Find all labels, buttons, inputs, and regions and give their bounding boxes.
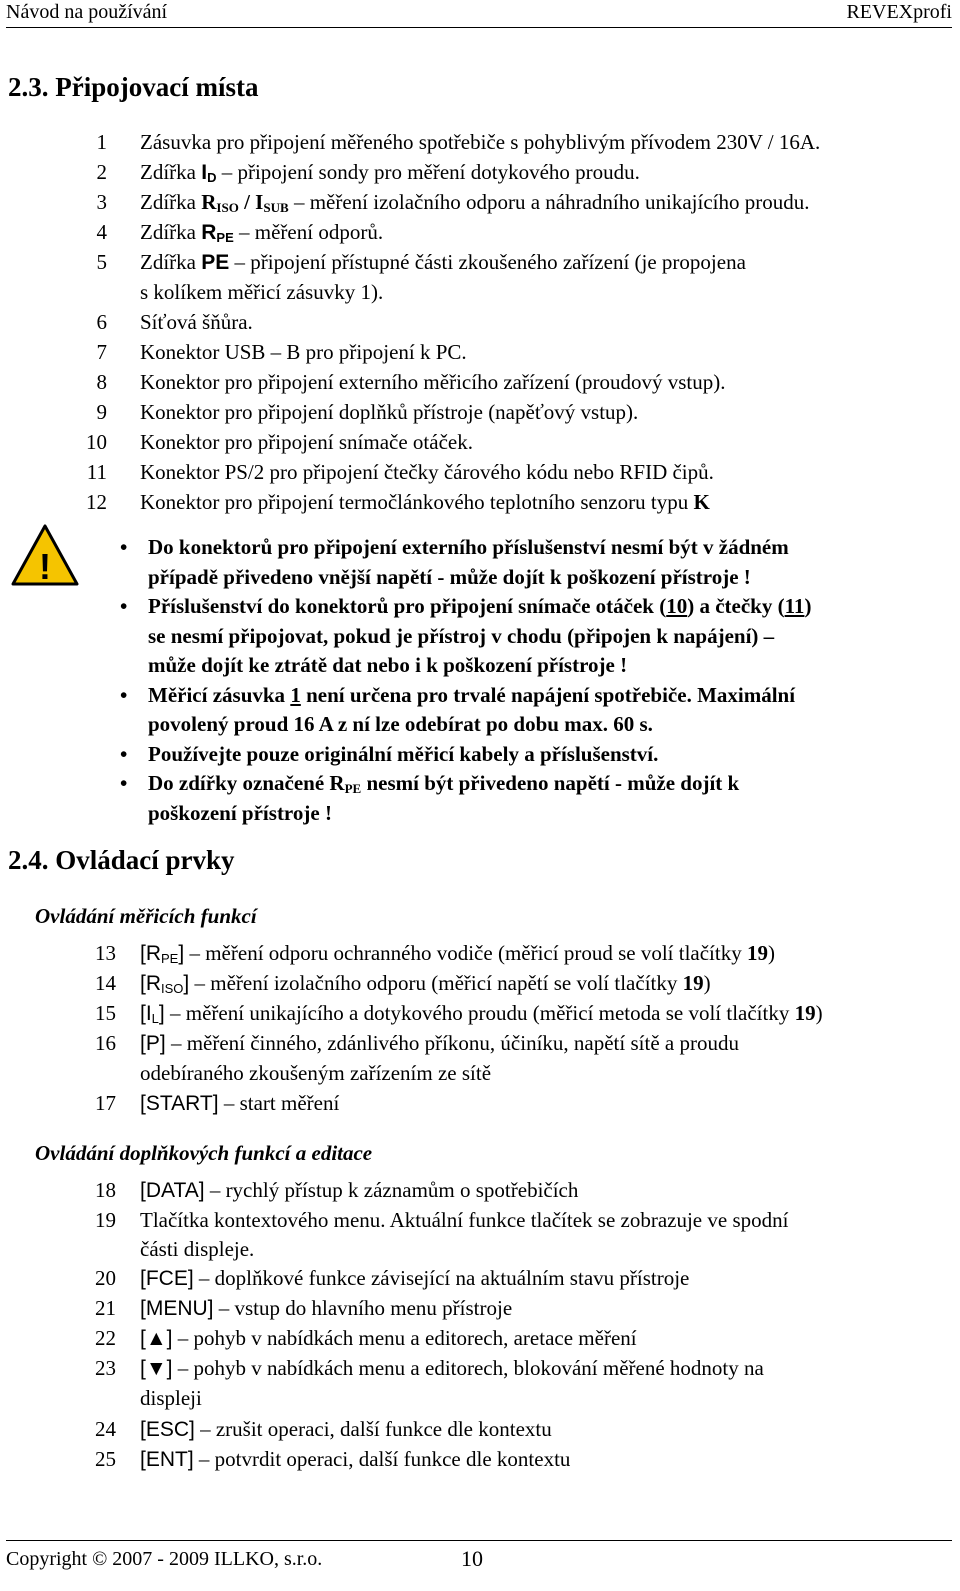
item-number: 2 [96, 160, 107, 184]
subheading-measure-functions: Ovládání měřicích funkcí [35, 904, 257, 928]
key-label: [ENT] [140, 1448, 194, 1471]
list-item [0, 1414, 955, 1444]
header-product: REVEXprofi [846, 1, 952, 23]
list-item [0, 277, 955, 307]
list-item [0, 968, 955, 998]
list-item [0, 998, 955, 1028]
warning-text: případě přivedeno vnější napětí - může dojít k poškození přístroje ! [148, 564, 751, 589]
item-text: odebíraného zkoušeným zařízením ze sítě [140, 1061, 492, 1085]
item-number: 9 [96, 400, 107, 424]
item-number: 3 [96, 190, 107, 214]
item-number: 20 [95, 1266, 116, 1290]
key-label: $[R_{ISO}]$ [140, 972, 190, 996]
bullet: • [120, 771, 128, 795]
list-item [0, 187, 955, 217]
ref-1: 1 [290, 682, 301, 707]
socket-label: $I_D$ [201, 161, 217, 185]
item-number: 18 [95, 1178, 116, 1202]
list-item [0, 1323, 955, 1353]
item-number: 7 [96, 340, 107, 364]
item-text: Síťová šňůra. [140, 310, 253, 334]
bullet: • [120, 682, 128, 707]
item-number: 22 [95, 1326, 116, 1350]
list-item [0, 1353, 955, 1383]
warning-text: Do konektorů pro připojení externího příslušenství nesmí být v žádném [148, 535, 789, 559]
item-text: [▼] – pohyb v nabídkách menu a editorech, blokování měřené hodnoty na [140, 1356, 764, 1380]
item-number: 23 [95, 1356, 116, 1380]
list-item [0, 217, 955, 247]
item-text: s kolíkem měřicí zásuvky 1). [140, 280, 384, 304]
item-number: 17 [95, 1091, 116, 1115]
list-item [0, 1383, 955, 1413]
list-item [0, 127, 955, 157]
item-number: 16 [95, 1031, 116, 1055]
item-number: 25 [95, 1447, 116, 1471]
list-item [0, 1444, 955, 1474]
warning-text: Používejte pouze originální měřicí kabely a příslušenství. [148, 741, 659, 766]
warning-symbol: ! [39, 546, 51, 587]
list-item [0, 307, 955, 337]
item-number: 11 [86, 460, 107, 484]
bullet: • [120, 741, 128, 766]
item-number: 14 [95, 971, 116, 995]
list-item [0, 1175, 955, 1205]
footer-rule [6, 1540, 952, 1541]
list-item [0, 1058, 955, 1088]
item-text: Konektor pro připojení termočlánkového teplotního senzoru typu K [140, 490, 710, 514]
item-text: [MENU] – vstup do hlavního menu přístroje [140, 1296, 513, 1320]
list-item [0, 247, 955, 277]
key-label: [▼] [140, 1357, 173, 1380]
item-text: [▲] – pohyb v nabídkách menu a editorech, aretace měření [140, 1326, 637, 1350]
header-title: Návod na používání [6, 1, 168, 23]
header-rule [6, 27, 952, 28]
item-text: [FCE] – doplňkové funkce závisející na aktuálním stavu přístroje [140, 1266, 690, 1290]
item-text: [P] – měření činného, zdánlivého příkonu, účiníku, napětí sítě a proudu [140, 1031, 739, 1055]
warning-text: Do zdířky označené $R_{PE}$ nesmí být přivedeno napětí - může dojít k [148, 771, 740, 796]
item-text: části displeje. [140, 1237, 255, 1261]
item-text: Konektor pro připojení externího měřicího zařízení (proudový vstup). [140, 370, 726, 394]
list-item [0, 1263, 955, 1293]
warning-text: Měřicí zásuvka 1 není určena pro trvalé napájení spotřebiče. Maximální [148, 682, 796, 707]
item-text: $[R_{ISO}]$ – měření izolačního odporu (měřicí napětí se volí tlačítky 19) [140, 971, 711, 996]
list-item [0, 1293, 955, 1323]
item-number: 10 [86, 430, 107, 454]
socket-label: PE [201, 251, 230, 274]
item-text: Zdířka $I_D$ – připojení sondy pro měření dotykového proudu. [140, 160, 640, 185]
warning-text: poškození přístroje ! [148, 800, 332, 825]
bullet: • [120, 535, 128, 559]
section-heading-connection-points: 2.3. Připojovací místa [8, 72, 259, 102]
list-item [0, 367, 955, 397]
item-text: Zásuvka pro připojení měřeného spotřebiče s pohyblivým přívodem 230V / 16A. [140, 130, 821, 154]
key-label: [▲] [140, 1327, 173, 1350]
ref-10: 10 [666, 594, 688, 618]
item-number: 6 [96, 310, 107, 334]
footer-copyright: Copyright © 2007 - 2009 ILLKO, s.r.o. [6, 1548, 323, 1570]
item-text: Konektor pro připojení snímače otáček. [140, 430, 473, 454]
list-item [0, 157, 955, 187]
list-item [0, 1088, 955, 1118]
item-number: 21 [95, 1296, 116, 1320]
socket-label: $R_{PE}$ [201, 221, 234, 245]
key-label: $[I_L]$ [140, 1002, 165, 1026]
section-heading-controls: 2.4. Ovládací prvky [8, 845, 235, 875]
list-item [0, 397, 955, 427]
warning-text: povolený proud 16 A z ní lze odebírat po dobu max. 60 s. [148, 712, 653, 736]
item-number: 19 [95, 1208, 116, 1232]
item-number: 1 [96, 130, 107, 154]
key-label: [DATA] [140, 1179, 205, 1202]
list-item [0, 487, 955, 517]
item-text: displeji [140, 1386, 202, 1410]
item-text: [DATA] – rychlý přístup k záznamům o spotřebičích [140, 1178, 579, 1202]
list-item [0, 938, 955, 968]
ref-11: 11 [784, 594, 805, 618]
item-number: 24 [95, 1417, 116, 1441]
warning-text: může dojít ke ztrátě dat nebo i k poškození přístroje ! [148, 653, 628, 677]
item-number: 5 [96, 250, 107, 274]
warning-text: se nesmí připojovat, pokud je přístroj v chodu (připojen k napájení) – [148, 623, 775, 648]
key-label: [START] [140, 1092, 219, 1115]
list-item [0, 337, 955, 367]
key-label: [MENU] [140, 1297, 214, 1320]
warning-text: Příslušenství do konektorů pro připojení snímače otáček (10) a čtečky (11) [148, 594, 812, 618]
list-item [0, 1234, 955, 1264]
list-item [0, 457, 955, 487]
item-text: Zdířka PE – připojení přístupné části zkoušeného zařízení (je propojena [140, 250, 746, 274]
key-label: [FCE] [140, 1267, 194, 1290]
list-item [0, 1028, 955, 1058]
bullet: • [120, 594, 128, 618]
key-label: [ESC] [140, 1418, 195, 1441]
warning-triangle-icon [10, 523, 80, 588]
item-text: Tlačítka kontextového menu. Aktuální funkce tlačítek se zobrazuje ve spodní [140, 1208, 789, 1232]
list-item [0, 427, 955, 457]
item-number: 15 [95, 1001, 116, 1025]
item-text: $[I_L]$ – měření unikajícího a dotykového proudu (měřicí metoda se volí tlačítky 19) [140, 1001, 823, 1026]
item-number: 13 [95, 941, 116, 965]
list-item [0, 1205, 955, 1235]
subheading-aux-functions: Ovládání doplňkových funkcí a editace [35, 1141, 373, 1165]
item-text: Konektor pro připojení doplňků přístroje (napěťový vstup). [140, 400, 639, 424]
key-label: [P] [140, 1032, 166, 1055]
item-text: [ESC] – zrušit operaci, další funkce dle kontextu [140, 1417, 552, 1441]
item-text: $[R_{PE}]$ – měření odporu ochranného vodiče (měřicí proud se volí tlačítky 19) [140, 941, 775, 966]
item-text: Konektor USB – B pro připojení k PC. [140, 340, 467, 364]
key-label: $[R_{PE}]$ [140, 942, 185, 966]
page-footer [6, 1546, 483, 1571]
page-header [6, 0, 952, 26]
item-number: 8 [96, 370, 107, 394]
item-text: Konektor PS/2 pro připojení čtečky čárového kódu nebo RFID čipů. [140, 460, 714, 484]
item-number: 4 [96, 220, 107, 244]
item-text: [ENT] – potvrdit operaci, další funkce dle kontextu [140, 1447, 571, 1471]
item-text: Zdířka $R_{ISO} / I_{SUB}$ – měření izolačního odporu a náhradního unikajícího proudu. [140, 190, 810, 215]
page-number: 10 [461, 1546, 483, 1571]
item-number: 12 [86, 490, 107, 514]
item-text: Zdířka $R_{PE}$ – měření odporů. [140, 220, 384, 245]
item-text: [START] – start měření [140, 1091, 340, 1115]
